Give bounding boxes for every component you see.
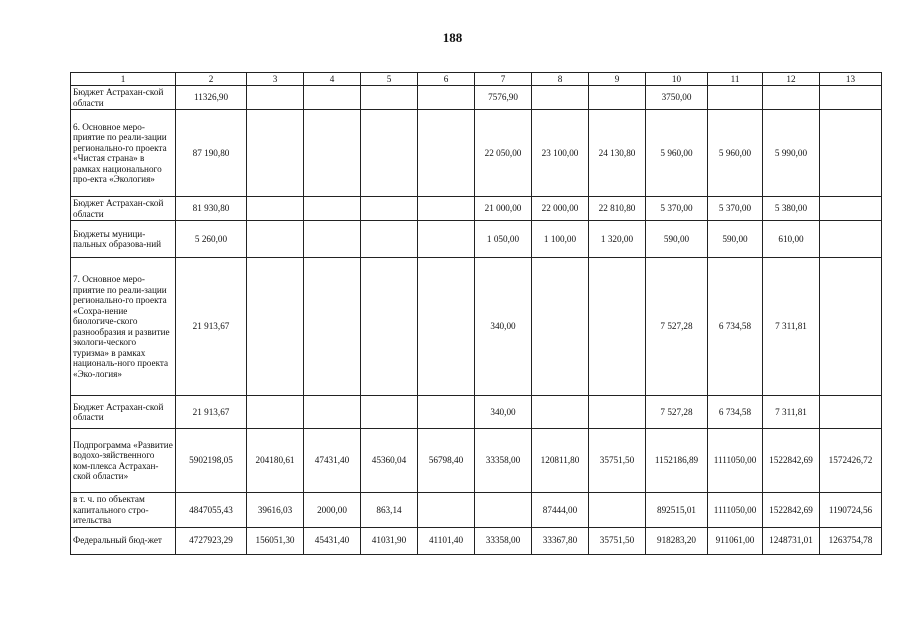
value-cell bbox=[247, 197, 304, 221]
column-header: 1 bbox=[71, 73, 176, 86]
value-cell: 35751,50 bbox=[589, 527, 646, 554]
value-cell bbox=[475, 493, 532, 528]
row-label-cell: в т. ч. по объектам капитального стро-ительства bbox=[71, 493, 176, 528]
value-cell bbox=[532, 258, 589, 396]
value-cell: 1263754,78 bbox=[820, 527, 882, 554]
table-row bbox=[71, 493, 882, 528]
table-row bbox=[71, 86, 882, 110]
value-cell: 863,14 bbox=[361, 493, 418, 528]
value-cell: 5 380,00 bbox=[763, 197, 820, 221]
value-cell: 340,00 bbox=[475, 258, 532, 396]
column-header: 11 bbox=[708, 73, 763, 86]
value-cell: 340,00 bbox=[475, 396, 532, 429]
value-cell: 21 913,67 bbox=[176, 258, 247, 396]
value-cell bbox=[304, 110, 361, 197]
value-cell: 22 050,00 bbox=[475, 110, 532, 197]
value-cell bbox=[820, 197, 882, 221]
column-header: 3 bbox=[247, 73, 304, 86]
value-cell: 1 050,00 bbox=[475, 221, 532, 258]
value-cell bbox=[418, 86, 475, 110]
value-cell bbox=[304, 221, 361, 258]
value-cell: 4727923,29 bbox=[176, 527, 247, 554]
value-cell: 1522842,69 bbox=[763, 429, 820, 493]
value-cell: 21 000,00 bbox=[475, 197, 532, 221]
value-cell bbox=[304, 197, 361, 221]
page-number: 188 bbox=[442, 30, 463, 45]
value-cell bbox=[361, 221, 418, 258]
header-row bbox=[71, 73, 882, 86]
value-cell: 4847055,43 bbox=[176, 493, 247, 528]
value-cell bbox=[708, 86, 763, 110]
value-cell bbox=[361, 197, 418, 221]
value-cell: 918283,20 bbox=[646, 527, 708, 554]
value-cell bbox=[247, 258, 304, 396]
value-cell bbox=[247, 86, 304, 110]
value-cell: 33358,00 bbox=[475, 429, 532, 493]
value-cell: 5 260,00 bbox=[176, 221, 247, 258]
value-cell bbox=[418, 396, 475, 429]
value-cell bbox=[589, 396, 646, 429]
value-cell: 6 734,58 bbox=[708, 396, 763, 429]
value-cell: 81 930,80 bbox=[176, 197, 247, 221]
value-cell: 911061,00 bbox=[708, 527, 763, 554]
value-cell: 5 960,00 bbox=[646, 110, 708, 197]
value-cell bbox=[589, 258, 646, 396]
value-cell: 35751,50 bbox=[589, 429, 646, 493]
row-label-cell: 7. Основное меро-приятие по реали-зации регионально-го проекта «Сохра-нение биологиче-ского разнообразия и развитие экологи-ческого туризма» в рамках националь-ного проекта «Эко-логия» bbox=[71, 258, 176, 396]
value-cell: 2000,00 bbox=[304, 493, 361, 528]
table-row bbox=[71, 429, 882, 493]
row-label-cell: Подпрограмма «Развитие водохо-зяйственного ком-плекса Астрахан-ской области» bbox=[71, 429, 176, 493]
table-row bbox=[71, 258, 882, 396]
value-cell: 41031,90 bbox=[361, 527, 418, 554]
column-header: 2 bbox=[176, 73, 247, 86]
value-cell: 120811,80 bbox=[532, 429, 589, 493]
value-cell: 1190724,56 bbox=[820, 493, 882, 528]
value-cell: 204180,61 bbox=[247, 429, 304, 493]
table-row bbox=[71, 527, 882, 554]
value-cell: 5902198,05 bbox=[176, 429, 247, 493]
value-cell bbox=[418, 493, 475, 528]
value-cell: 156051,30 bbox=[247, 527, 304, 554]
value-cell bbox=[820, 258, 882, 396]
value-cell: 87444,00 bbox=[532, 493, 589, 528]
value-cell bbox=[820, 396, 882, 429]
value-cell bbox=[247, 396, 304, 429]
value-cell bbox=[304, 258, 361, 396]
budget-table bbox=[70, 72, 882, 555]
column-header: 6 bbox=[418, 73, 475, 86]
value-cell: 33367,80 bbox=[532, 527, 589, 554]
value-cell: 5 990,00 bbox=[763, 110, 820, 197]
value-cell bbox=[361, 86, 418, 110]
value-cell: 24 130,80 bbox=[589, 110, 646, 197]
value-cell: 6 734,58 bbox=[708, 258, 763, 396]
value-cell: 1248731,01 bbox=[763, 527, 820, 554]
value-cell bbox=[532, 86, 589, 110]
value-cell: 1572426,72 bbox=[820, 429, 882, 493]
value-cell: 39616,03 bbox=[247, 493, 304, 528]
value-cell: 45360,04 bbox=[361, 429, 418, 493]
value-cell: 33358,00 bbox=[475, 527, 532, 554]
value-cell bbox=[418, 258, 475, 396]
value-cell bbox=[418, 221, 475, 258]
value-cell: 5 370,00 bbox=[646, 197, 708, 221]
column-header: 8 bbox=[532, 73, 589, 86]
value-cell bbox=[820, 110, 882, 197]
value-cell bbox=[589, 493, 646, 528]
value-cell bbox=[820, 86, 882, 110]
value-cell: 590,00 bbox=[708, 221, 763, 258]
table-row bbox=[71, 110, 882, 197]
row-label-cell: Бюджет Астрахан-ской области bbox=[71, 86, 176, 110]
value-cell bbox=[820, 221, 882, 258]
value-cell: 7 527,28 bbox=[646, 258, 708, 396]
value-cell: 21 913,67 bbox=[176, 396, 247, 429]
value-cell bbox=[247, 110, 304, 197]
value-cell: 1 100,00 bbox=[532, 221, 589, 258]
value-cell: 45431,40 bbox=[304, 527, 361, 554]
value-cell: 41101,40 bbox=[418, 527, 475, 554]
table-row bbox=[71, 197, 882, 221]
value-cell: 610,00 bbox=[763, 221, 820, 258]
value-cell: 22 810,80 bbox=[589, 197, 646, 221]
value-cell: 11326,90 bbox=[176, 86, 247, 110]
value-cell: 56798,40 bbox=[418, 429, 475, 493]
table-body bbox=[71, 86, 882, 555]
value-cell: 3750,00 bbox=[646, 86, 708, 110]
row-label-cell: 6. Основное меро-приятие по реали-зации регионально-го проекта «Чистая страна» в рамках национального про-екта «Экология» bbox=[71, 110, 176, 197]
value-cell bbox=[247, 221, 304, 258]
value-cell bbox=[532, 396, 589, 429]
value-cell: 47431,40 bbox=[304, 429, 361, 493]
row-label-cell: Бюджет Астрахан-ской области bbox=[71, 197, 176, 221]
value-cell bbox=[763, 86, 820, 110]
value-cell: 22 000,00 bbox=[532, 197, 589, 221]
value-cell bbox=[589, 86, 646, 110]
column-header: 7 bbox=[475, 73, 532, 86]
value-cell: 590,00 bbox=[646, 221, 708, 258]
value-cell bbox=[418, 110, 475, 197]
table-header bbox=[71, 73, 882, 86]
column-header: 5 bbox=[361, 73, 418, 86]
value-cell bbox=[304, 86, 361, 110]
row-label-cell: Федеральный бюд-жет bbox=[71, 527, 176, 554]
value-cell bbox=[361, 110, 418, 197]
value-cell: 1152186,89 bbox=[646, 429, 708, 493]
column-header: 12 bbox=[763, 73, 820, 86]
value-cell: 7576,90 bbox=[475, 86, 532, 110]
value-cell bbox=[418, 197, 475, 221]
row-label-cell: Бюджеты муници-пальных образова-ний bbox=[71, 221, 176, 258]
column-header: 9 bbox=[589, 73, 646, 86]
row-label-cell: Бюджет Астрахан-ской области bbox=[71, 396, 176, 429]
value-cell: 5 370,00 bbox=[708, 197, 763, 221]
value-cell: 892515,01 bbox=[646, 493, 708, 528]
value-cell bbox=[361, 258, 418, 396]
value-cell: 1522842,69 bbox=[763, 493, 820, 528]
column-header: 4 bbox=[304, 73, 361, 86]
value-cell: 7 527,28 bbox=[646, 396, 708, 429]
column-header: 13 bbox=[820, 73, 882, 86]
value-cell: 87 190,80 bbox=[176, 110, 247, 197]
value-cell: 7 311,81 bbox=[763, 396, 820, 429]
value-cell bbox=[361, 396, 418, 429]
value-cell bbox=[304, 396, 361, 429]
table-row bbox=[71, 221, 882, 258]
value-cell: 1 320,00 bbox=[589, 221, 646, 258]
value-cell: 5 960,00 bbox=[708, 110, 763, 197]
value-cell: 1111050,00 bbox=[708, 429, 763, 493]
column-header: 10 bbox=[646, 73, 708, 86]
value-cell: 23 100,00 bbox=[532, 110, 589, 197]
table-row bbox=[71, 396, 882, 429]
value-cell: 7 311,81 bbox=[763, 258, 820, 396]
value-cell: 1111050,00 bbox=[708, 493, 763, 528]
